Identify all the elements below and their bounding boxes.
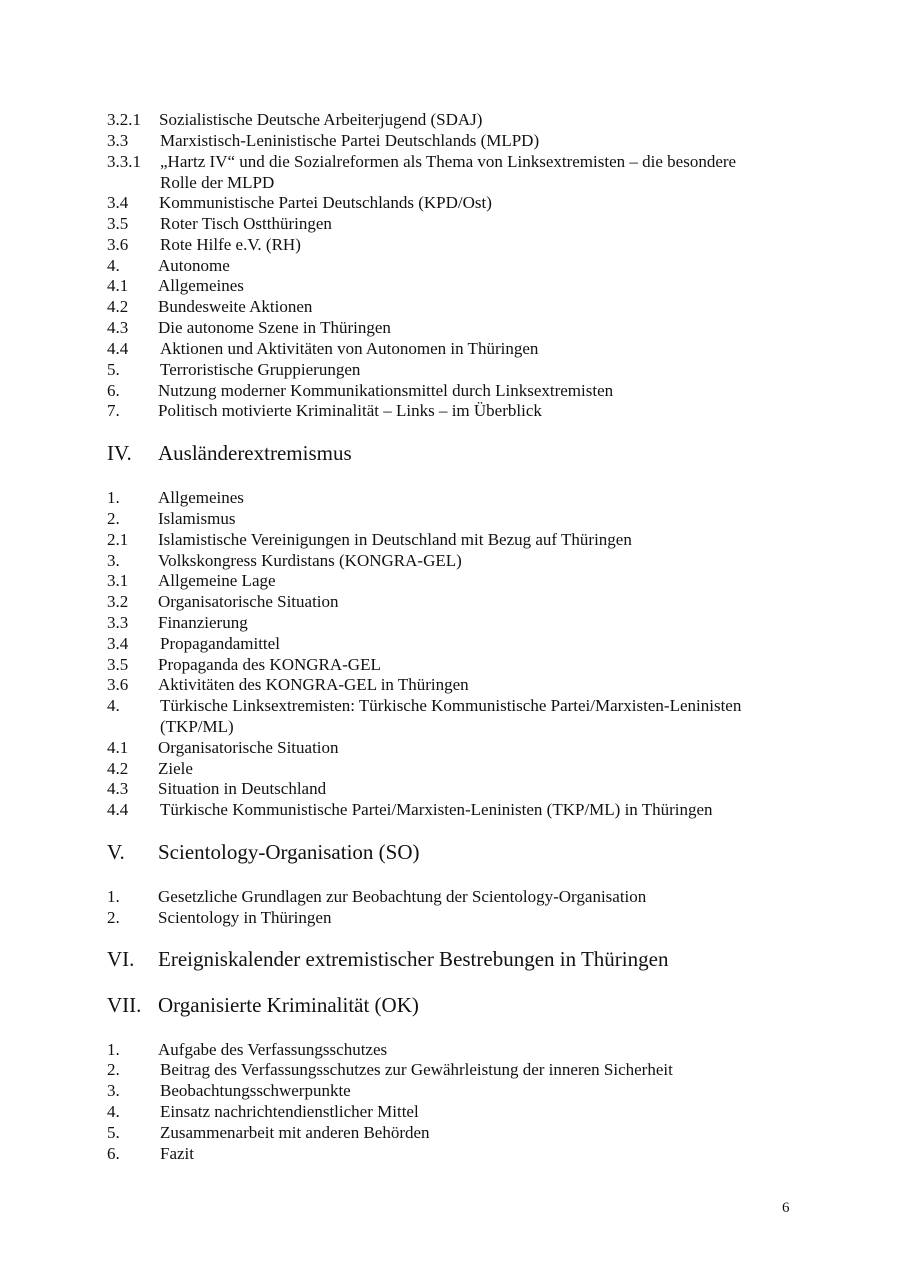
toc-entry-number: 2.: [107, 908, 120, 927]
toc-entry-number: 3.5: [107, 655, 129, 674]
toc-entry-title: Politisch motivierte Kriminalität – Links – im Überblick: [158, 401, 542, 420]
section-heading-title: Scientology-Organisation (SO): [158, 840, 420, 864]
toc-entry-title: Marxistisch-Leninistische Partei Deutschlands (MLPD): [160, 131, 540, 150]
toc-entry-number: 4.4: [107, 800, 129, 819]
section-heading-title: Ausländerextremismus: [158, 441, 352, 465]
toc-entry-number: 4.1: [107, 276, 129, 295]
section-heading-number: V.: [107, 840, 125, 864]
toc-entry-title: Rote Hilfe e.V. (RH): [160, 235, 301, 254]
toc-entry-title: Sozialistische Deutsche Arbeiterjugend (SDAJ): [159, 110, 483, 129]
toc-entry-title: Finanzierung: [158, 613, 248, 632]
toc-entry-title: Volkskongress Kurdistans (KONGRA-GEL): [158, 551, 462, 570]
toc-entry-number: 6.: [107, 1144, 120, 1163]
toc-entry-title: Autonome: [158, 256, 230, 275]
toc-entry-title: Terroristische Gruppierungen: [160, 360, 361, 379]
toc-entry-title: Ziele: [158, 759, 193, 778]
toc-entry-title: Fazit: [160, 1144, 194, 1163]
toc-entry-title: Aktivitäten des KONGRA-GEL in Thüringen: [158, 675, 469, 694]
toc-entry-number: 4.: [107, 696, 120, 715]
toc-entry-title: Türkische Linksextremisten: Türkische Kommunistische Partei/Marxisten-Leninisten: [160, 696, 742, 715]
toc-entry-continuation: Rolle der MLPD: [160, 173, 275, 192]
toc-entry-number: 1.: [107, 1040, 120, 1059]
toc-entry-title: Situation in Deutschland: [158, 779, 327, 798]
toc-entry-number: 3.6: [107, 235, 129, 254]
toc-entry-continuation: (TKP/ML): [160, 717, 234, 736]
toc-entry-number: 1.: [107, 488, 120, 507]
toc-entry-title: Scientology in Thüringen: [158, 908, 332, 927]
toc-entry-title: Zusammenarbeit mit anderen Behörden: [160, 1123, 430, 1142]
toc-entry-number: 2.: [107, 1060, 120, 1079]
toc-entry-number: 7.: [107, 401, 120, 420]
toc-entry-title: Organisatorische Situation: [158, 738, 339, 757]
toc-entry-title: Nutzung moderner Kommunikationsmittel durch Linksextremisten: [158, 381, 614, 400]
toc-entry-title: Propaganda des KONGRA-GEL: [158, 655, 381, 674]
toc-entry-title: Allgemeines: [158, 276, 244, 295]
toc-entry-number: 4.: [107, 256, 120, 275]
toc-entry-number: 2.: [107, 509, 120, 528]
toc-entry-number: 3.2.1: [107, 110, 141, 129]
toc-entry-title: Aufgabe des Verfassungsschutzes: [158, 1040, 388, 1059]
toc-entry-number: 3.2: [107, 592, 129, 611]
toc-entry-title: Islamistische Vereinigungen in Deutschland mit Bezug auf Thüringen: [158, 530, 632, 549]
toc-entry-number: 6.: [107, 381, 120, 400]
toc-entry-title: Allgemeine Lage: [158, 571, 276, 590]
toc-entry-title: Roter Tisch Ostthüringen: [160, 214, 332, 233]
section-heading-title: Organisierte Kriminalität (OK): [158, 993, 419, 1017]
toc-entry-number: 3.5: [107, 214, 129, 233]
toc-entry-title: Kommunistische Partei Deutschlands (KPD/Ost): [159, 193, 492, 212]
section-heading-number: VII.: [107, 993, 142, 1017]
toc-entry-title: Türkische Kommunistische Partei/Marxisten-Leninisten (TKP/ML) in Thüringen: [160, 800, 713, 819]
toc-entry-number: 4.2: [107, 297, 129, 316]
toc-entry-title: Organisatorische Situation: [158, 592, 339, 611]
toc-entry-number: 4.2: [107, 759, 129, 778]
toc-entry-number: 3.3: [107, 131, 129, 150]
toc-entry-number: 3.4: [107, 193, 129, 212]
toc-entry-number: 4.1: [107, 738, 129, 757]
toc-entry-number: 4.3: [107, 779, 129, 798]
toc-entry-number: 2.1: [107, 530, 129, 549]
section-heading-title: Ereigniskalender extremistischer Bestrebungen in Thüringen: [158, 947, 669, 971]
toc-entry-number: 1.: [107, 887, 120, 906]
toc-entry-title: Einsatz nachrichtendienstlicher Mittel: [160, 1102, 419, 1121]
toc-entry-title: Die autonome Szene in Thüringen: [158, 318, 391, 337]
toc-entry-number: 3.6: [107, 675, 129, 694]
toc-entry-title: Islamismus: [158, 509, 236, 528]
toc-entry-number: 5.: [107, 1123, 120, 1142]
toc-entry-number: 4.4: [107, 339, 129, 358]
toc-entry-number: 4.3: [107, 318, 129, 337]
toc-entry-number: 4.: [107, 1102, 120, 1121]
toc-entry-title: Aktionen und Aktivitäten von Autonomen in Thüringen: [160, 339, 539, 358]
toc-entry-number: 5.: [107, 360, 120, 379]
section-heading-number: VI.: [107, 947, 135, 971]
toc-entry-title: „Hartz IV“ und die Sozialreformen als Thema von Linksextremisten – die besondere: [160, 152, 737, 171]
toc-entry-title: Propagandamittel: [160, 634, 280, 653]
page-number: 6: [782, 1200, 790, 1216]
toc-entry-number: 3.: [107, 551, 120, 570]
toc-entry-number: 3.: [107, 1081, 120, 1100]
toc-entry-title: Bundesweite Aktionen: [158, 297, 313, 316]
toc-entry-title: Allgemeines: [158, 488, 244, 507]
toc-entry-number: 3.1: [107, 571, 129, 590]
toc-entry-title: Gesetzliche Grundlagen zur Beobachtung der Scientology-Organisation: [158, 887, 647, 906]
section-heading-number: IV.: [107, 441, 132, 465]
toc-entry-number: 3.3: [107, 613, 129, 632]
toc-entry-title: Beitrag des Verfassungsschutzes zur Gewährleistung der inneren Sicherheit: [160, 1060, 673, 1079]
toc-entry-title: Beobachtungsschwerpunkte: [160, 1081, 351, 1100]
toc-entry-number: 3.3.1: [107, 152, 141, 171]
toc-entry-number: 3.4: [107, 634, 129, 653]
